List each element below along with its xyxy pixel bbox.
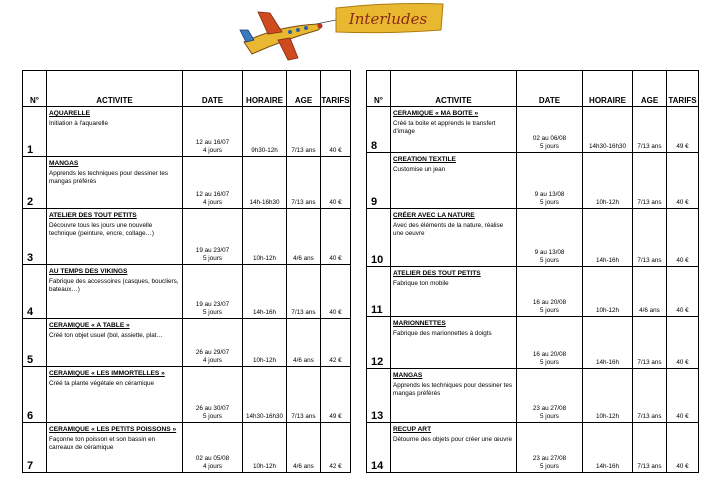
date-cell xyxy=(517,107,583,153)
date-cell xyxy=(517,209,583,267)
activity-title: ATELIER DES TOUT PETITS xyxy=(49,212,137,219)
activity-cell xyxy=(47,319,183,367)
age-cell: 7/13 ans xyxy=(287,107,321,157)
row-num: 14 xyxy=(367,423,391,473)
horaire-cell: 10h-12h xyxy=(583,153,633,209)
activity-title: CERAMIQUE « MA BOITE » xyxy=(393,110,479,117)
tarif-cell: 40 € xyxy=(667,317,699,369)
duration: 5 jours xyxy=(540,413,559,420)
schedule-table-right xyxy=(366,70,699,473)
duration: 5 jours xyxy=(540,359,559,366)
activity-cell xyxy=(391,107,517,153)
duration: 5 jours xyxy=(203,413,222,420)
activity-title: MANGAS xyxy=(49,160,79,167)
table-row xyxy=(367,423,699,473)
schedule-table-left xyxy=(22,70,351,473)
table-row xyxy=(23,319,351,367)
date-range: 26 au 29/07 xyxy=(195,349,230,356)
col-horaire: HORAIRE xyxy=(583,71,633,107)
horaire-cell: 10h-12h xyxy=(583,267,633,317)
table-row xyxy=(367,369,699,423)
activity-title: CERAMIQUE « LES PETITS POISSONS » xyxy=(49,426,177,433)
tarif-cell: 42 € xyxy=(321,423,351,473)
row-num: 1 xyxy=(23,107,47,157)
tarif-cell: 40 € xyxy=(321,265,351,319)
date-cell xyxy=(517,153,583,209)
duration: 4 jours xyxy=(203,463,222,470)
age-cell: 7/13 ans xyxy=(633,153,667,209)
banner-text: Interludes xyxy=(348,10,428,28)
activity-cell xyxy=(391,267,517,317)
col-date: DATE xyxy=(517,71,583,107)
table-row xyxy=(23,107,351,157)
duration: 5 jours xyxy=(540,463,559,470)
activity-title: CERAMIQUE « A TABLE » xyxy=(49,322,130,329)
date-range: 23 au 27/08 xyxy=(532,455,567,462)
age-cell: 4/6 ans xyxy=(287,423,321,473)
activity-cell xyxy=(391,153,517,209)
header-row xyxy=(367,71,699,107)
col-tarifs: TARIFS xyxy=(321,71,351,107)
duration: 5 jours xyxy=(203,309,222,316)
activity-desc: Façonne ton poisson et son bassin en carreaux de céramique xyxy=(49,436,156,451)
date-range: 16 au 20/08 xyxy=(532,351,567,358)
activity-title: CERAMIQUE « LES IMMORTELLES » xyxy=(49,370,165,377)
date-range: 12 au 16/07 xyxy=(195,139,230,146)
table-row xyxy=(367,153,699,209)
date-range: 26 au 30/07 xyxy=(195,405,230,412)
duration: 4 jours xyxy=(203,147,222,154)
date-cell xyxy=(183,367,243,423)
date-range: 02 au 05/08 xyxy=(195,455,230,462)
date-range: 9 au 13/08 xyxy=(534,249,565,256)
activity-cell xyxy=(47,367,183,423)
horaire-cell: 14h-16h xyxy=(583,209,633,267)
activity-cell xyxy=(47,423,183,473)
date-range: 9 au 13/08 xyxy=(534,191,565,198)
horaire-cell: 10h-12h xyxy=(243,423,287,473)
activity-title: RECUP ART xyxy=(393,426,432,433)
row-num: 13 xyxy=(367,369,391,423)
row-num: 4 xyxy=(23,265,47,319)
age-cell: 7/13 ans xyxy=(287,265,321,319)
col-activite: ACTIVITE xyxy=(391,71,517,107)
col-date: DATE xyxy=(183,71,243,107)
duration: 5 jours xyxy=(540,307,559,314)
table-row xyxy=(367,317,699,369)
activity-desc: Fabrique des marionnettes à doigts xyxy=(393,330,492,337)
tarif-cell: 40 € xyxy=(667,369,699,423)
activity-title: MANGAS xyxy=(393,372,423,379)
date-range: 02 au 06/08 xyxy=(532,135,567,142)
activity-cell xyxy=(47,157,183,209)
date-cell xyxy=(183,107,243,157)
col-num: N° xyxy=(367,71,391,107)
date-range: 16 au 20/08 xyxy=(532,299,567,306)
date-cell xyxy=(517,267,583,317)
date-cell xyxy=(517,317,583,369)
horaire-cell: 14h-16h xyxy=(583,423,633,473)
activity-desc: Créé ton objet usuel (bol, assiette, plat… xyxy=(49,332,163,339)
row-num: 3 xyxy=(23,209,47,265)
horaire-cell: 9h30-12h xyxy=(243,107,287,157)
row-num: 2 xyxy=(23,157,47,209)
activity-desc: Fabrique des accessoires (casques, boucliers, bateaux…) xyxy=(49,278,179,293)
date-range: 23 au 27/08 xyxy=(532,405,567,412)
table-row xyxy=(23,157,351,209)
age-cell: 7/13 ans xyxy=(287,157,321,209)
activity-desc: Avec des éléments de la nature, réalise une oeuvre xyxy=(393,222,504,237)
activity-desc: Fabrique ton mobile xyxy=(393,280,449,287)
activity-title: CREATION TEXTILE xyxy=(393,156,456,163)
date-cell xyxy=(183,209,243,265)
table-row xyxy=(23,209,351,265)
duration: 4 jours xyxy=(203,199,222,206)
table-row xyxy=(367,209,699,267)
row-num: 5 xyxy=(23,319,47,367)
age-cell: 7/13 ans xyxy=(633,369,667,423)
activity-cell xyxy=(391,423,517,473)
activity-cell xyxy=(391,209,517,267)
duration: 5 jours xyxy=(540,199,559,206)
col-num: N° xyxy=(23,71,47,107)
age-cell: 7/13 ans xyxy=(633,209,667,267)
row-num: 12 xyxy=(367,317,391,369)
date-range: 19 au 23/07 xyxy=(195,301,230,308)
horaire-cell: 14h-16h30 xyxy=(243,157,287,209)
age-cell: 7/13 ans xyxy=(633,423,667,473)
date-range: 12 au 16/07 xyxy=(195,191,230,198)
tarif-cell: 40 € xyxy=(667,209,699,267)
table-row xyxy=(23,367,351,423)
col-age: AGE xyxy=(287,71,321,107)
row-num: 9 xyxy=(367,153,391,209)
duration: 5 jours xyxy=(203,255,222,262)
date-cell xyxy=(517,369,583,423)
row-num: 7 xyxy=(23,423,47,473)
col-horaire: HORAIRE xyxy=(243,71,287,107)
activity-cell xyxy=(47,107,183,157)
activity-cell xyxy=(47,209,183,265)
col-tarifs: TARIFS xyxy=(667,71,699,107)
age-cell: 7/13 ans xyxy=(633,317,667,369)
date-cell xyxy=(517,423,583,473)
row-num: 10 xyxy=(367,209,391,267)
activity-desc: Apprends les techniques pour dessiner tes mangas préférés xyxy=(49,170,169,185)
tarif-cell: 40 € xyxy=(321,209,351,265)
col-activite: ACTIVITE xyxy=(47,71,183,107)
activity-desc: Découvre tous les jours une nouvelle technique (peinture, encre, collage…) xyxy=(49,222,155,237)
duration: 5 jours xyxy=(540,143,559,150)
date-cell xyxy=(183,319,243,367)
table-row xyxy=(367,107,699,153)
age-cell: 4/6 ans xyxy=(287,209,321,265)
activity-desc: Initiation à l'aquarelle xyxy=(49,120,108,127)
activity-title: AQUARELLE xyxy=(49,110,91,117)
activity-cell xyxy=(391,317,517,369)
activity-desc: Customise un jean xyxy=(393,166,446,173)
activity-title: ATELIER DES TOUT PETITS xyxy=(393,270,481,277)
interludes-logo xyxy=(238,0,448,64)
tarif-cell: 49 € xyxy=(667,107,699,153)
activity-cell xyxy=(47,265,183,319)
tarif-cell: 40 € xyxy=(667,153,699,209)
table-row xyxy=(23,423,351,473)
date-range: 19 au 23/07 xyxy=(195,247,230,254)
table-row xyxy=(23,265,351,319)
tarif-cell: 40 € xyxy=(667,267,699,317)
age-cell: 4/6 ans xyxy=(633,267,667,317)
row-num: 8 xyxy=(367,107,391,153)
table-row xyxy=(367,267,699,317)
tarif-cell: 40 € xyxy=(321,107,351,157)
age-cell: 7/13 ans xyxy=(287,367,321,423)
horaire-cell: 10h-12h xyxy=(243,319,287,367)
age-cell: 7/13 ans xyxy=(633,107,667,153)
activity-desc: Apprends les techniques pour dessiner tes mangas préférés xyxy=(393,382,513,397)
activity-desc: Créé ta boite et apprends le transfert d'image xyxy=(393,120,496,135)
horaire-cell: 14h-16h xyxy=(243,265,287,319)
date-cell xyxy=(183,423,243,473)
duration: 5 jours xyxy=(540,257,559,264)
tarif-cell: 40 € xyxy=(667,423,699,473)
activity-title: CRÉER AVEC LA NATURE xyxy=(393,212,475,219)
activity-title: AU TEMPS DES VIKINGS xyxy=(49,268,128,275)
tarif-cell: 49 € xyxy=(321,367,351,423)
horaire-cell: 10h-12h xyxy=(243,209,287,265)
horaire-cell: 14h30-16h30 xyxy=(583,107,633,153)
row-num: 11 xyxy=(367,267,391,317)
col-age: AGE xyxy=(633,71,667,107)
date-cell xyxy=(183,157,243,209)
age-cell: 4/6 ans xyxy=(287,319,321,367)
date-cell xyxy=(183,265,243,319)
duration: 4 jours xyxy=(203,357,222,364)
activity-cell xyxy=(391,369,517,423)
activity-desc: Créé ta plante végétale en céramique xyxy=(49,380,155,387)
activity-title: MARIONNETTES xyxy=(393,320,446,327)
horaire-cell: 10h-12h xyxy=(583,369,633,423)
tarif-cell: 42 € xyxy=(321,319,351,367)
tarif-cell: 40 € xyxy=(321,157,351,209)
horaire-cell: 14h30-16h30 xyxy=(243,367,287,423)
horaire-cell: 14h-16h xyxy=(583,317,633,369)
header-row xyxy=(23,71,351,107)
activity-desc: Détourne des objets pour créer une œuvre xyxy=(393,436,513,443)
row-num: 6 xyxy=(23,367,47,423)
